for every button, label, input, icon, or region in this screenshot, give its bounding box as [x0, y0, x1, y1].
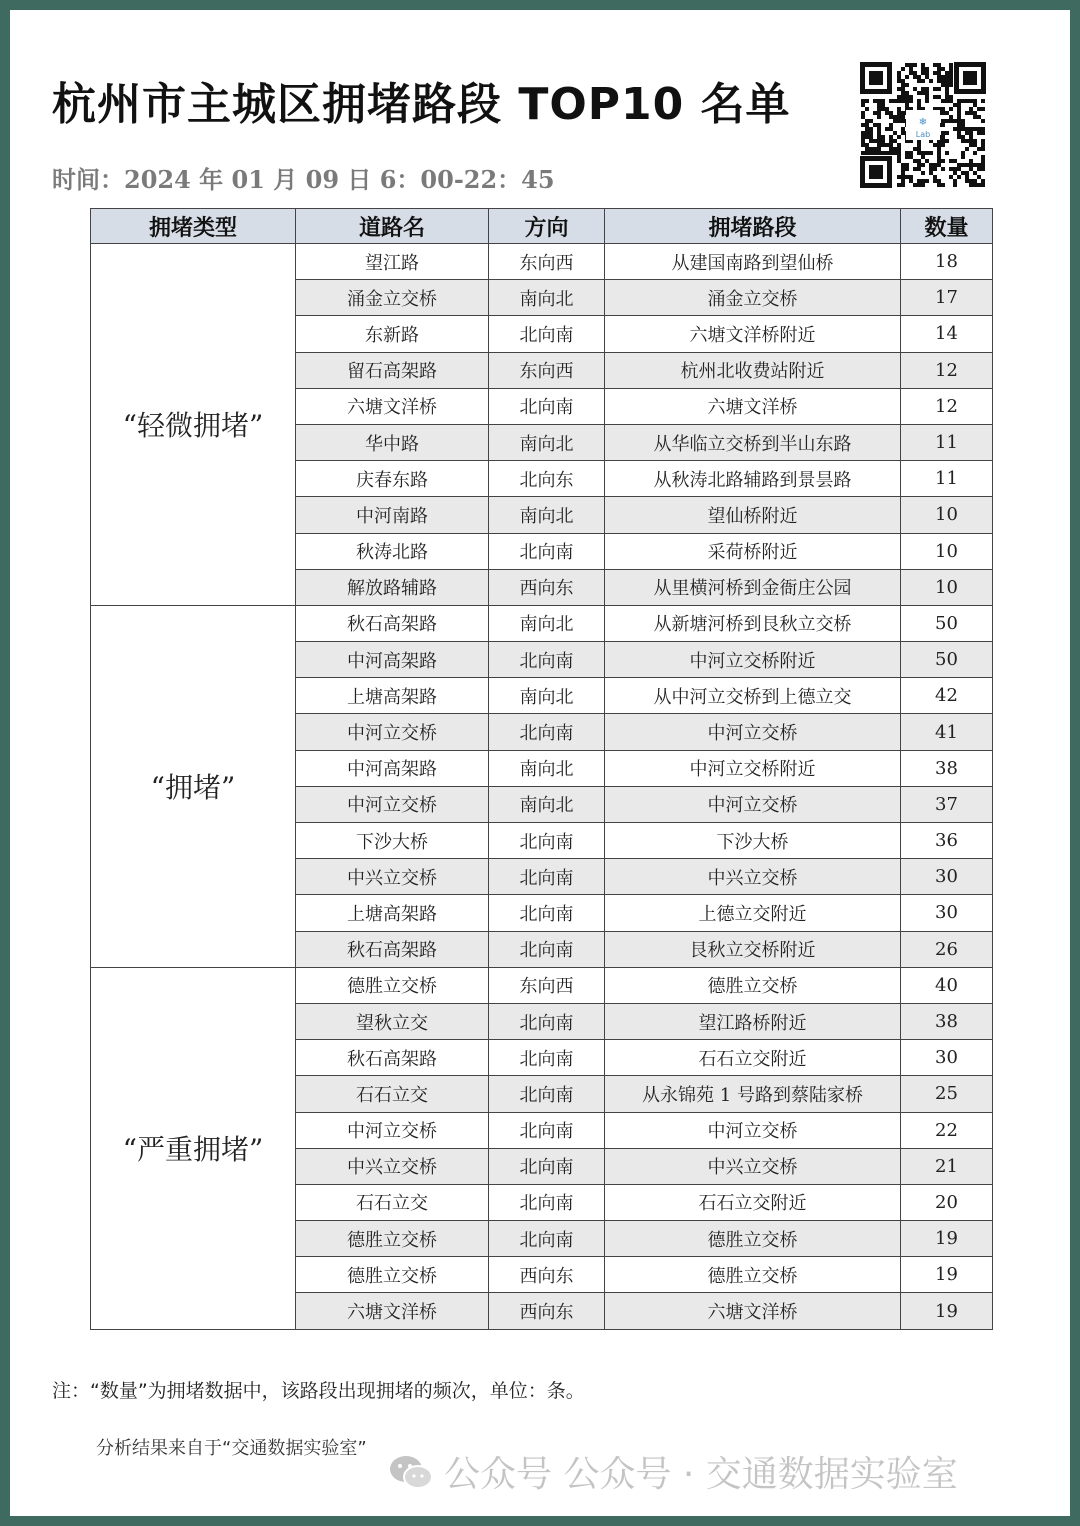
count-cell: 50 [901, 605, 993, 641]
road-cell: 中河高架路 [296, 750, 489, 786]
section-cell: 从中河立交桥到上德立交 [605, 678, 901, 714]
direction-cell: 东向西 [489, 967, 605, 1003]
header-section: 拥堵路段 [605, 209, 901, 244]
road-cell: 解放路辅路 [296, 569, 489, 605]
header-type: 拥堵类型 [91, 209, 296, 244]
congestion-table [90, 208, 993, 1330]
table-header-row [91, 209, 993, 244]
road-cell: 涌金立交桥 [296, 280, 489, 316]
direction-cell: 北向南 [489, 1112, 605, 1148]
road-cell: 华中路 [296, 424, 489, 460]
congestion-type-cell: “轻微拥堵” [91, 244, 296, 606]
direction-cell: 北向南 [489, 1148, 605, 1184]
road-cell: 中河立交桥 [296, 786, 489, 822]
road-cell: 望江路 [296, 244, 489, 280]
section-cell: 从建国南路到望仙桥 [605, 244, 901, 280]
congestion-type-cell: “拥堵” [91, 605, 296, 967]
count-cell: 30 [901, 895, 993, 931]
section-cell: 从秋涛北路辅路到景昙路 [605, 461, 901, 497]
count-cell: 30 [901, 1040, 993, 1076]
road-cell: 东新路 [296, 316, 489, 352]
section-cell: 上德立交附近 [605, 895, 901, 931]
road-cell: 六塘文洋桥 [296, 388, 489, 424]
count-cell: 38 [901, 1003, 993, 1039]
time-range: 时间：2024 年 01 月 09 日 6：00-22：45 [52, 165, 555, 194]
section-cell: 从华临立交桥到半山东路 [605, 424, 901, 460]
road-cell: 德胜立交桥 [296, 1221, 489, 1257]
source-line: 分析结果来自于“交通数据实验室” [96, 1438, 367, 1459]
count-cell: 19 [901, 1221, 993, 1257]
count-cell: 10 [901, 497, 993, 533]
section-cell: 德胜立交桥 [605, 1221, 901, 1257]
road-cell: 中河高架路 [296, 642, 489, 678]
road-cell: 中河南路 [296, 497, 489, 533]
table-row [91, 605, 993, 641]
direction-cell: 北向南 [489, 1076, 605, 1112]
road-cell: 秋涛北路 [296, 533, 489, 569]
direction-cell: 北向东 [489, 461, 605, 497]
section-cell: 中兴立交桥 [605, 859, 901, 895]
count-cell: 25 [901, 1076, 993, 1112]
count-cell: 19 [901, 1257, 993, 1293]
qr-logo-label: Lab [915, 130, 931, 139]
count-cell: 17 [901, 280, 993, 316]
count-cell: 19 [901, 1293, 993, 1329]
count-cell: 22 [901, 1112, 993, 1148]
count-cell: 14 [901, 316, 993, 352]
road-cell: 秋石高架路 [296, 931, 489, 967]
direction-cell: 南向北 [489, 750, 605, 786]
direction-cell: 南向北 [489, 678, 605, 714]
direction-cell: 北向南 [489, 931, 605, 967]
section-cell: 望江路桥附近 [605, 1003, 901, 1039]
road-cell: 上塘高架路 [296, 895, 489, 931]
direction-cell: 北向南 [489, 642, 605, 678]
section-cell: 中河立交桥附近 [605, 750, 901, 786]
direction-cell: 北向南 [489, 823, 605, 859]
road-cell: 留石高架路 [296, 352, 489, 388]
wechat-icon [388, 1452, 434, 1492]
header-count: 数量 [901, 209, 993, 244]
count-cell: 40 [901, 967, 993, 1003]
count-cell: 21 [901, 1148, 993, 1184]
section-cell: 杭州北收费站附近 [605, 352, 901, 388]
road-cell: 石石立交 [296, 1184, 489, 1220]
section-cell: 中河立交桥 [605, 1112, 901, 1148]
section-cell: 中河立交桥 [605, 714, 901, 750]
road-cell: 中兴立交桥 [296, 859, 489, 895]
section-cell: 中河立交桥附近 [605, 642, 901, 678]
section-cell: 采荷桥附近 [605, 533, 901, 569]
header-direction: 方向 [489, 209, 605, 244]
count-cell: 42 [901, 678, 993, 714]
direction-cell: 北向南 [489, 316, 605, 352]
road-cell: 六塘文洋桥 [296, 1293, 489, 1329]
count-cell: 41 [901, 714, 993, 750]
document-page [10, 10, 1070, 1516]
direction-cell: 南向北 [489, 786, 605, 822]
direction-cell: 西向东 [489, 569, 605, 605]
count-cell: 11 [901, 461, 993, 497]
count-cell: 36 [901, 823, 993, 859]
count-cell: 11 [901, 424, 993, 460]
count-cell: 50 [901, 642, 993, 678]
direction-cell: 北向南 [489, 388, 605, 424]
section-cell: 下沙大桥 [605, 823, 901, 859]
direction-cell: 南向北 [489, 497, 605, 533]
road-cell: 中河立交桥 [296, 714, 489, 750]
count-cell: 12 [901, 352, 993, 388]
direction-cell: 北向南 [489, 895, 605, 931]
section-cell: 石石立交附近 [605, 1184, 901, 1220]
section-cell: 从新塘河桥到艮秋立交桥 [605, 605, 901, 641]
direction-cell: 北向南 [489, 1040, 605, 1076]
section-cell: 中兴立交桥 [605, 1148, 901, 1184]
direction-cell: 南向北 [489, 605, 605, 641]
footnote: 注：“数量”为拥堵数据中，该路段出现拥堵的频次，单位：条。 [52, 1380, 585, 1402]
count-cell: 30 [901, 859, 993, 895]
road-cell: 望秋立交 [296, 1003, 489, 1039]
count-cell: 26 [901, 931, 993, 967]
count-cell: 10 [901, 569, 993, 605]
count-cell: 38 [901, 750, 993, 786]
congestion-type-cell: “严重拥堵” [91, 967, 296, 1329]
section-cell: 从里横河桥到金衙庄公园 [605, 569, 901, 605]
section-cell: 艮秋立交桥附近 [605, 931, 901, 967]
direction-cell: 北向南 [489, 1221, 605, 1257]
road-cell: 庆春东路 [296, 461, 489, 497]
direction-cell: 北向南 [489, 714, 605, 750]
direction-cell: 西向东 [489, 1257, 605, 1293]
road-cell: 中兴立交桥 [296, 1148, 489, 1184]
count-cell: 20 [901, 1184, 993, 1220]
road-cell: 德胜立交桥 [296, 967, 489, 1003]
page-title: 杭州市主城区拥堵路段 TOP10 名单 [52, 79, 791, 130]
section-cell: 六塘文洋桥 [605, 388, 901, 424]
road-cell: 下沙大桥 [296, 823, 489, 859]
direction-cell: 北向南 [489, 859, 605, 895]
road-cell: 秋石高架路 [296, 1040, 489, 1076]
count-cell: 18 [901, 244, 993, 280]
count-cell: 10 [901, 533, 993, 569]
section-cell: 德胜立交桥 [605, 1257, 901, 1293]
header-road: 道路名 [296, 209, 489, 244]
section-cell: 德胜立交桥 [605, 967, 901, 1003]
watermark-text: 公众号 公众号 · 交通数据实验室 [444, 1454, 958, 1495]
road-cell: 石石立交 [296, 1076, 489, 1112]
road-cell: 德胜立交桥 [296, 1257, 489, 1293]
svg-text:❄: ❄ [918, 117, 928, 128]
table-row [91, 967, 993, 1003]
direction-cell: 北向南 [489, 1003, 605, 1039]
section-cell: 涌金立交桥 [605, 280, 901, 316]
direction-cell: 南向北 [489, 424, 605, 460]
watermark [388, 1446, 958, 1497]
section-cell: 石石立交附近 [605, 1040, 901, 1076]
section-cell: 从永锦苑 1 号路到蔡陆家桥 [605, 1076, 901, 1112]
direction-cell: 北向南 [489, 533, 605, 569]
section-cell: 望仙桥附近 [605, 497, 901, 533]
table-row [91, 244, 993, 280]
direction-cell: 西向东 [489, 1293, 605, 1329]
direction-cell: 北向南 [489, 1184, 605, 1220]
count-cell: 12 [901, 388, 993, 424]
section-cell: 六塘文洋桥附近 [605, 316, 901, 352]
road-cell: 上塘高架路 [296, 678, 489, 714]
section-cell: 六塘文洋桥 [605, 1293, 901, 1329]
road-cell: 秋石高架路 [296, 605, 489, 641]
road-cell: 中河立交桥 [296, 1112, 489, 1148]
direction-cell: 东向西 [489, 352, 605, 388]
qr-code [858, 60, 988, 190]
count-cell: 37 [901, 786, 993, 822]
section-cell: 中河立交桥 [605, 786, 901, 822]
direction-cell: 东向西 [489, 244, 605, 280]
direction-cell: 南向北 [489, 280, 605, 316]
